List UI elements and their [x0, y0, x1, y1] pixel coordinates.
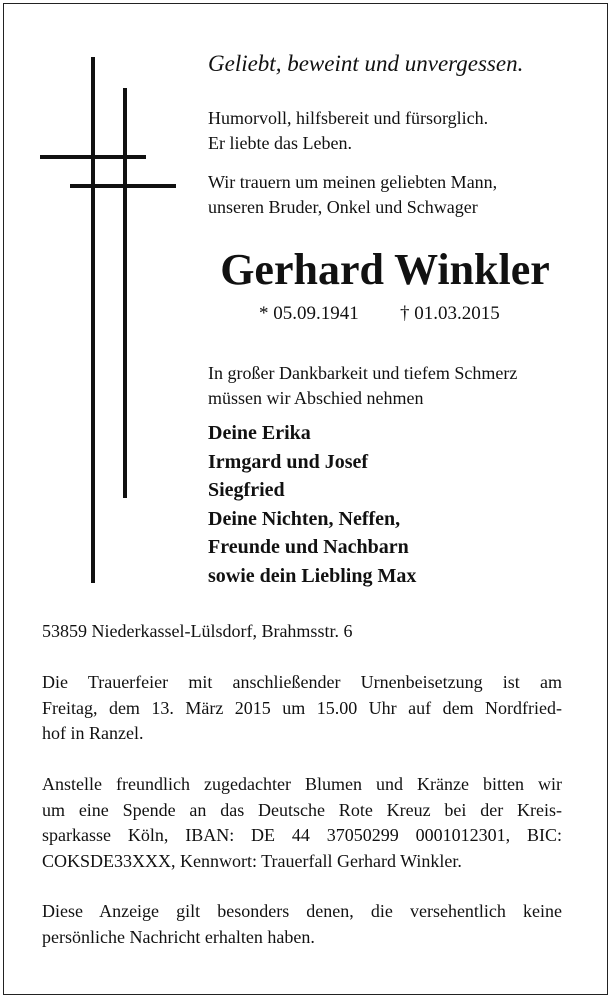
family-member: Deine Erika: [208, 422, 311, 444]
deceased-name: Gerhard Winkler: [220, 245, 550, 294]
family-list: [208, 419, 578, 590]
donation-info: Anstelle freundlich zugedachter Blumen und Kränze bitten wir um eine Spende an das Deutsche Rote Kreuz bei der Kreis- sparkasse Köln, IBAN: DE 44 37050299 0001012301, BIC: COKSDE33XXX, Kennwort: Trauerfall Gerhard Winkler.: [42, 774, 562, 871]
family-member: Siegfried: [208, 479, 285, 501]
family-member: sowie dein Liebling Max: [208, 564, 417, 587]
birth-date: * 05.09.1941: [259, 303, 359, 324]
motto: Geliebt, beweint und unvergessen.: [208, 51, 524, 76]
notice-text: Diese Anzeige gilt besonders denen, die versehentlich keine persönliche Nachricht erhalten haben.: [42, 901, 562, 947]
character-text: Humorvoll, hilfsbereit und fürsorglich. Er liebte das Leben.: [208, 108, 489, 153]
farewell-text: In großer Dankbarkeit und tiefem Schmerz müssen wir Abschied nehmen: [208, 363, 518, 408]
death-date: † 01.03.2015: [400, 303, 500, 324]
funeral-info: Die Trauerfeier mit anschließender Urnenbeisetzung ist am Freitag, dem 13. März 2015 um 15.00 Uhr auf dem Nordfried- hof in Ranzel.: [42, 672, 562, 743]
mourning-text: Wir trauern um meinen geliebten Mann, unseren Bruder, Onkel und Schwager: [208, 172, 498, 217]
family-member: Freunde und Nachbarn: [208, 536, 409, 558]
family-member: Deine Nichten, Neffen,: [208, 507, 401, 530]
family-member: Irmgard und Josef: [208, 450, 369, 473]
address: 53859 Niederkassel-Lülsdorf, Brahmsstr. 6: [42, 621, 353, 641]
